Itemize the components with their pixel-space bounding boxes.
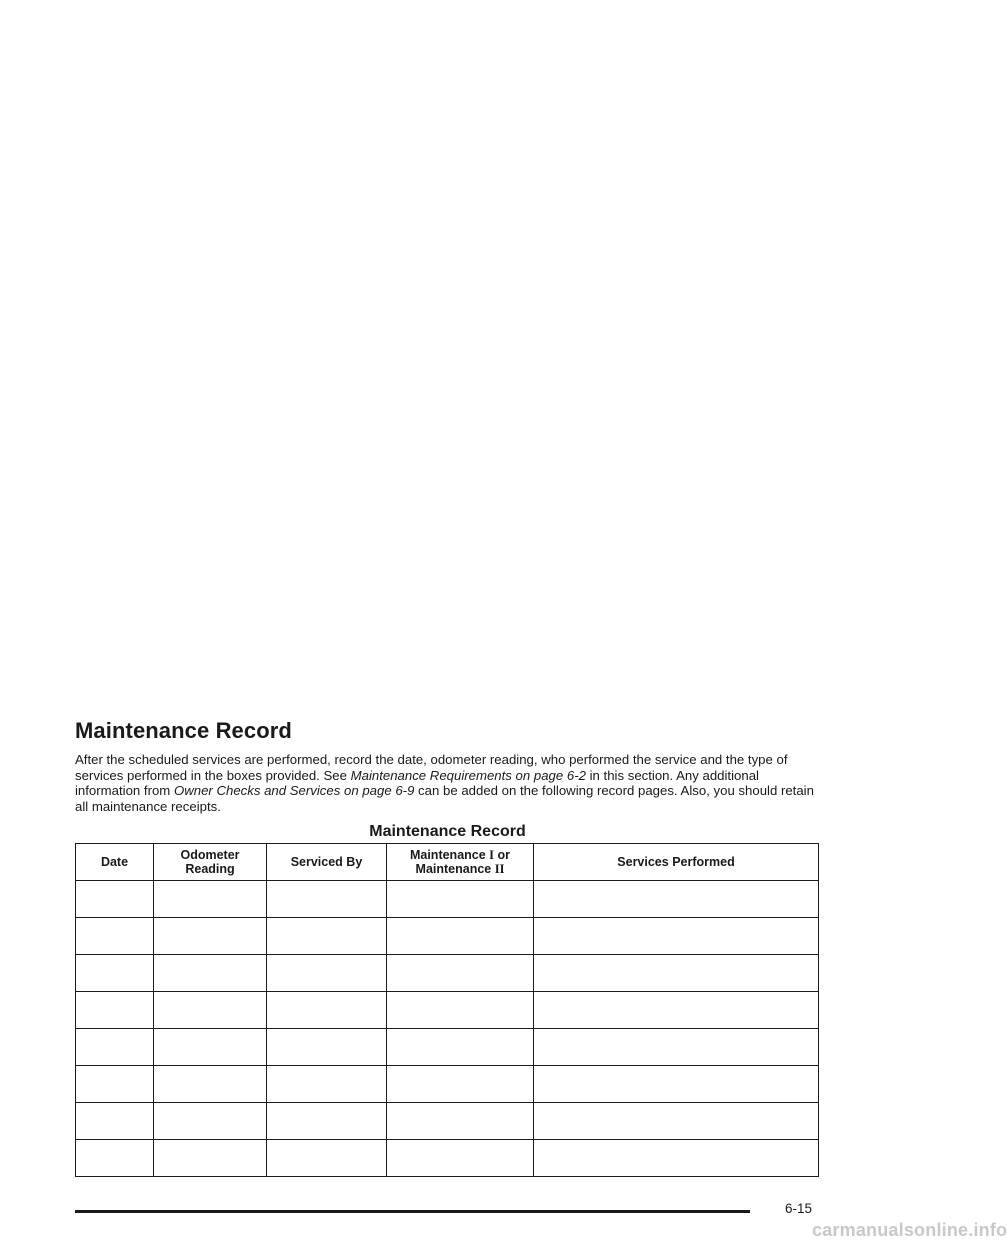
section-title: Maintenance Record xyxy=(75,718,292,743)
header-odometer-line1: Odometer xyxy=(180,848,240,862)
header-maint-line2-prefix: Maintenance xyxy=(415,862,495,876)
services-performed-cell xyxy=(534,918,819,955)
services-performed-cell xyxy=(534,1103,819,1140)
maintenance-type-cell xyxy=(387,1029,534,1066)
services-performed-cell xyxy=(534,881,819,918)
serviced-by-cell xyxy=(267,1066,387,1103)
maintenance-type-cell xyxy=(387,1103,534,1140)
maintenance-requirements-reference[interactable]: Maintenance Requirements on page 6-2 xyxy=(350,767,586,783)
intro-paragraph xyxy=(75,752,820,814)
header-odometer-line2: Reading xyxy=(185,862,235,876)
date-cell xyxy=(76,1140,154,1177)
watermark: carmanualsonline.info xyxy=(812,1220,1007,1240)
maintenance-type-cell xyxy=(387,1066,534,1103)
table-row xyxy=(76,1140,819,1177)
header-maint-line1-prefix: Maintenance xyxy=(409,848,490,862)
header-maintenance-type xyxy=(387,844,534,881)
date-cell xyxy=(76,1029,154,1066)
table-body xyxy=(76,881,819,1177)
odometer-cell xyxy=(154,1140,267,1177)
intro-text-2: in this section. Any additional information from xyxy=(75,767,759,799)
maintenance-type-cell xyxy=(387,992,534,1029)
odometer-cell xyxy=(154,1103,267,1140)
header-odometer-reading xyxy=(154,844,267,881)
maintenance-type-cell xyxy=(387,955,534,992)
table-header-row xyxy=(76,844,819,881)
footer-rule xyxy=(75,1210,750,1213)
maintenance-type-cell xyxy=(387,1140,534,1177)
serviced-by-cell xyxy=(267,918,387,955)
odometer-cell xyxy=(154,992,267,1029)
services-performed-cell xyxy=(534,1140,819,1177)
table-row xyxy=(76,992,819,1029)
odometer-cell xyxy=(154,918,267,955)
serviced-by-cell xyxy=(267,1029,387,1066)
date-cell xyxy=(76,918,154,955)
serviced-by-cell xyxy=(267,881,387,918)
odometer-cell xyxy=(154,1029,267,1066)
maintenance-record-table xyxy=(75,843,819,1177)
header-maint-roman-2: II xyxy=(494,862,505,876)
intro-text-1: After the scheduled services are performed, record the date, odometer reading, who performed the service and the type of services performed in the boxes provided. See xyxy=(75,752,788,783)
services-performed-cell xyxy=(534,992,819,1029)
services-performed-cell xyxy=(534,955,819,992)
date-cell xyxy=(76,1103,154,1140)
serviced-by-cell xyxy=(267,955,387,992)
owner-checks-reference[interactable]: Owner Checks and Services on page 6-9 xyxy=(173,783,415,799)
header-maint-roman-1: I xyxy=(489,848,495,862)
table-row xyxy=(76,1103,819,1140)
services-performed-cell xyxy=(534,1066,819,1103)
maintenance-record-section xyxy=(75,718,820,842)
header-services-performed: Services Performed xyxy=(534,844,819,881)
table-row xyxy=(76,955,819,992)
header-serviced-by: Serviced By xyxy=(267,844,387,881)
table-title: Maintenance Record xyxy=(369,823,526,841)
intro-text-3: can be added on the following record pages. Also, you should retain all maintenance receipts. xyxy=(75,783,814,814)
date-cell xyxy=(76,881,154,918)
serviced-by-cell xyxy=(267,992,387,1029)
date-cell xyxy=(76,955,154,992)
page-number: 6-15 xyxy=(785,1201,813,1216)
maintenance-type-cell xyxy=(387,881,534,918)
table-row xyxy=(76,918,819,955)
odometer-cell xyxy=(154,881,267,918)
serviced-by-cell xyxy=(267,1140,387,1177)
serviced-by-cell xyxy=(267,1103,387,1140)
services-performed-cell xyxy=(534,1029,819,1066)
date-cell xyxy=(76,992,154,1029)
date-cell xyxy=(76,1066,154,1103)
header-date: Date xyxy=(76,844,154,881)
odometer-cell xyxy=(154,1066,267,1103)
table-row xyxy=(76,1066,819,1103)
header-maint-line1-suffix: or xyxy=(494,848,511,862)
table-row xyxy=(76,881,819,918)
odometer-cell xyxy=(154,955,267,992)
table-row xyxy=(76,1029,819,1066)
maintenance-type-cell xyxy=(387,918,534,955)
